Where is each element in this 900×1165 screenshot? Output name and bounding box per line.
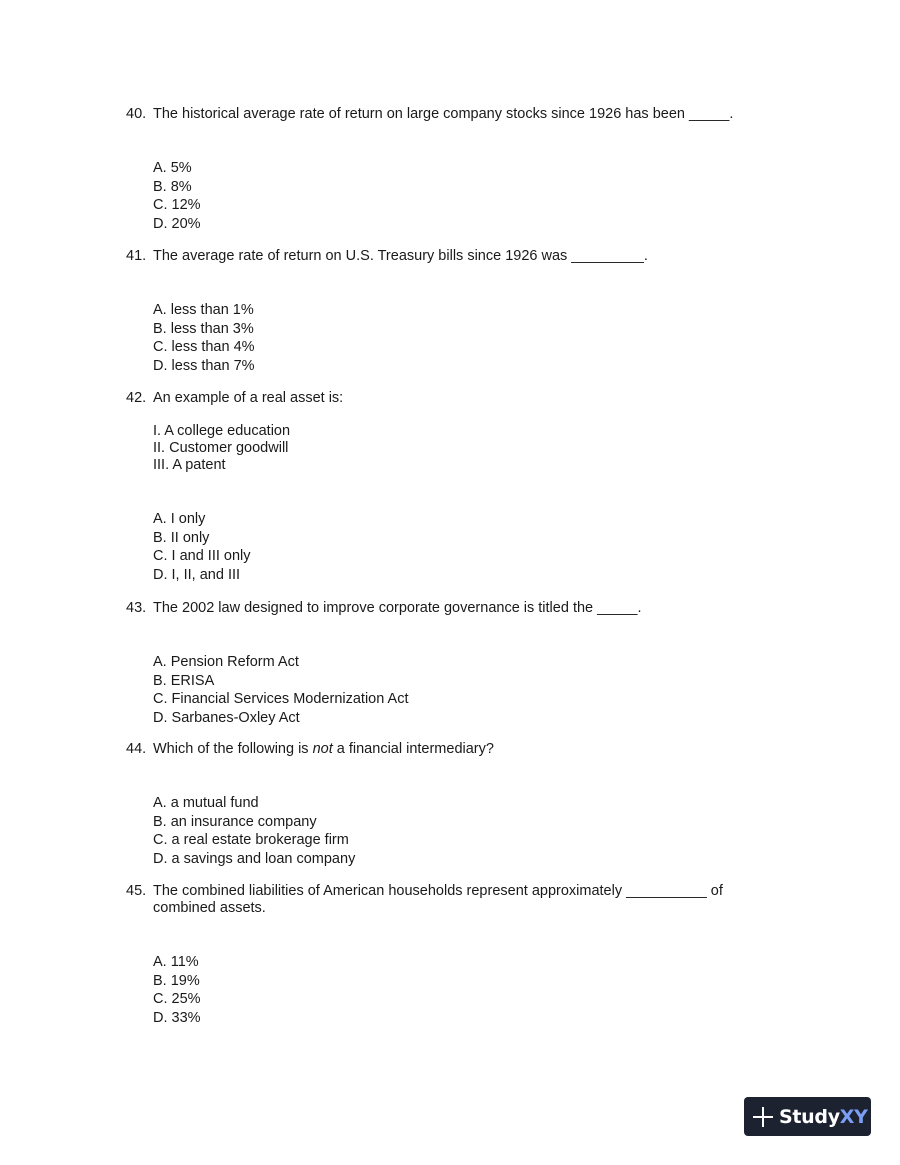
option-b: B. less than 3%	[153, 320, 254, 337]
option-a: A. Pension Reform Act	[153, 654, 299, 670]
statement-list	[153, 423, 766, 474]
logo-text	[779, 1106, 868, 1128]
question-text-emphasis: not	[312, 741, 333, 757]
option-d: D. Sarbanes-Oxley Act	[153, 709, 300, 726]
plus-icon	[752, 1106, 774, 1128]
option-d: D. less than 7%	[153, 357, 255, 374]
option-a: A. 5%	[153, 160, 192, 176]
option-a: A. less than 1%	[153, 302, 254, 318]
answer-options	[153, 301, 766, 375]
option-d: D. I, II, and III	[153, 566, 241, 583]
question-number: 42.	[126, 390, 147, 406]
statement-3: III. A patent	[153, 457, 226, 473]
logo-text-study: Study	[779, 1105, 840, 1128]
question-text: An example of a real asset is:	[153, 390, 344, 406]
option-c: C. Financial Services Modernization Act	[153, 691, 409, 708]
question-44	[126, 741, 766, 868]
question-text: The 2002 law designed to improve corporate governance is titled the _____.	[153, 600, 642, 616]
statement-2: II. Customer goodwill	[153, 440, 289, 456]
question-text	[153, 741, 766, 758]
answer-options	[153, 653, 766, 727]
question-number: 45.	[126, 883, 147, 899]
question-45	[126, 883, 741, 1027]
option-c: C. 25%	[153, 991, 201, 1008]
question-text: The average rate of return on U.S. Treasury bills since 1926 was _________.	[153, 248, 648, 264]
option-b: B. an insurance company	[153, 813, 317, 830]
question-number: 44.	[126, 741, 147, 757]
option-d: D. 20%	[153, 215, 201, 232]
option-c: C. I and III only	[153, 548, 251, 565]
option-a: A. a mutual fund	[153, 795, 259, 811]
option-a: A. 11%	[153, 954, 199, 970]
option-b: B. 19%	[153, 972, 200, 989]
option-c: C. a real estate brokerage firm	[153, 832, 349, 849]
option-a: A. I only	[153, 511, 206, 527]
option-b: B. II only	[153, 529, 210, 546]
question-number: 40.	[126, 106, 147, 122]
option-d: D. a savings and loan company	[153, 850, 356, 867]
answer-options	[153, 794, 766, 868]
question-40	[126, 106, 766, 233]
question-number: 41.	[126, 248, 147, 264]
question-42	[126, 390, 766, 584]
studyxy-logo	[744, 1097, 871, 1136]
question-text-after: a financial intermediary?	[332, 741, 494, 757]
statement-1: I. A college education	[153, 423, 291, 439]
logo-text-xy: XY	[839, 1105, 868, 1128]
option-c: C. 12%	[153, 197, 201, 214]
option-d: D. 33%	[153, 1009, 201, 1026]
question-text: The historical average rate of return on large company stocks since 1926 has been _____.	[153, 106, 734, 122]
question-number: 43.	[126, 600, 147, 616]
option-b: B. ERISA	[153, 672, 215, 689]
question-text-before: Which of the following is	[153, 741, 313, 757]
question-41	[126, 248, 766, 375]
option-b: B. 8%	[153, 178, 192, 195]
answer-options	[153, 510, 766, 584]
question-43	[126, 600, 766, 727]
question-text: The combined liabilities of American households represent approximately __________ of combined assets.	[153, 883, 723, 916]
answer-options	[153, 953, 741, 1027]
option-c: C. less than 4%	[153, 339, 255, 356]
answer-options	[153, 159, 766, 233]
